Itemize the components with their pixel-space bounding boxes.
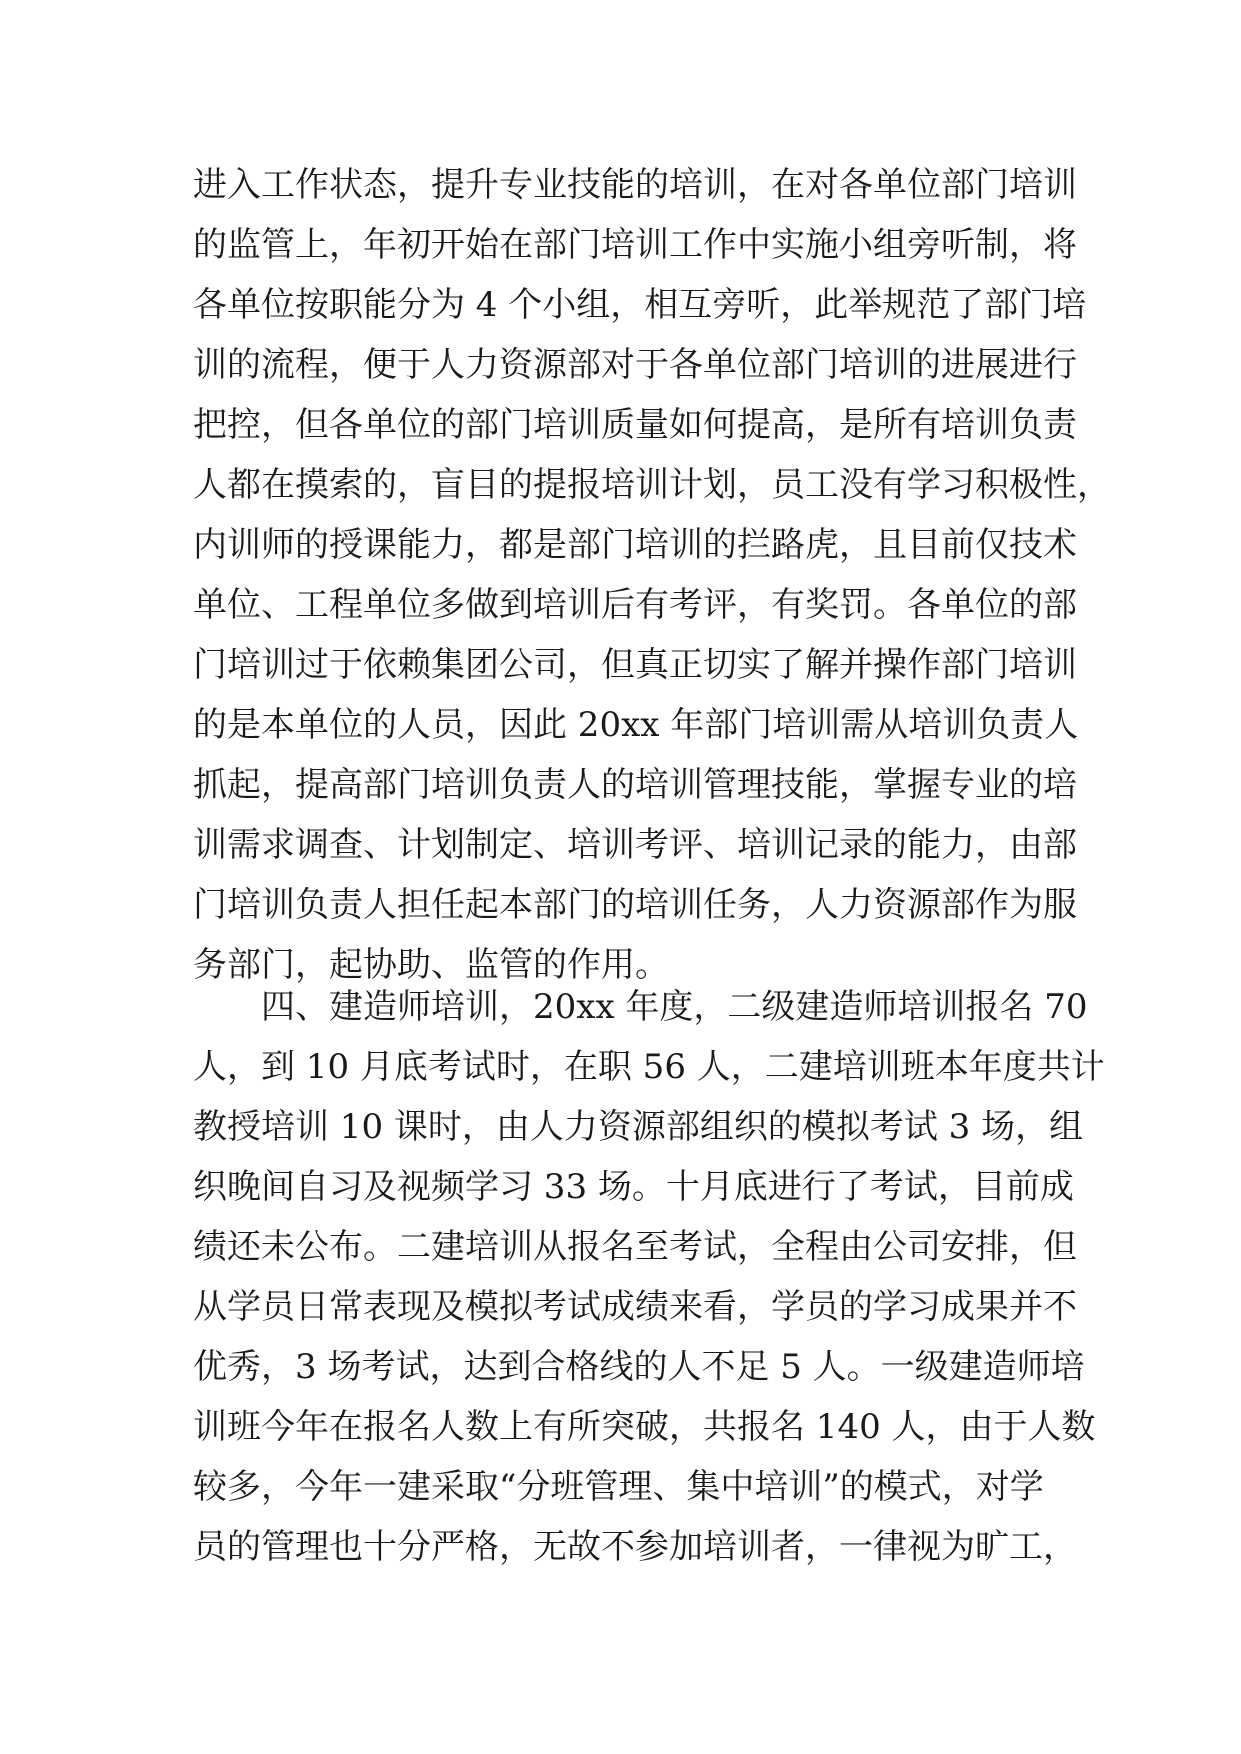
text-line: 人都在摸索的，盲目的提报培训计划，员工没有学习积极性， bbox=[193, 465, 1111, 505]
text-line: 进入工作状态，提升专业技能的培训，在对各单位部门培训 bbox=[193, 165, 1077, 205]
text-line: 员的管理也十分严格，无故不参加培训者，一律视为旷工， bbox=[193, 1527, 1077, 1567]
text-line: 把控，但各单位的部门培训质量如何提高，是所有培训负责 bbox=[193, 405, 1077, 445]
paragraph-training-supervision bbox=[193, 155, 1111, 995]
text-line: 训班今年在报名人数上有所突破，共报名 140 人，由于人数 bbox=[193, 1407, 1096, 1447]
paragraph-constructor-training bbox=[193, 977, 1105, 1577]
text-line: 织晚间自习及视频学习 33 场。十月底进行了考试，目前成 bbox=[193, 1167, 1074, 1207]
text-line: 教授培训 10 课时，由人力资源部组织的模拟考试 3 场，组 bbox=[193, 1107, 1084, 1147]
text-line: 较多，今年一建采取“分班管理、集中培训”的模式，对学 bbox=[193, 1467, 1044, 1507]
text-line: 的监管上，年初开始在部门培训工作中实施小组旁听制，将 bbox=[193, 225, 1077, 265]
text-line: 人，到 10 月底考试时，在职 56 人，二建培训班本年度共计 bbox=[193, 1047, 1105, 1087]
text-line: 的是本单位的人员，因此 20xx 年部门培训需从培训负责人 bbox=[193, 705, 1079, 745]
text-line: 四、建造师培训，20xx 年度，二级建造师培训报名 70 bbox=[193, 987, 1088, 1027]
text-line: 内训师的授课能力，都是部门培训的拦路虎，且目前仅技术 bbox=[193, 525, 1077, 565]
text-line: 训需求调查、计划制定、培训考评、培训记录的能力，由部 bbox=[193, 825, 1077, 865]
text-line: 抓起，提高部门培训负责人的培训管理技能，掌握专业的培 bbox=[193, 765, 1077, 805]
text-line: 务部门，起协助、监管的作用。 bbox=[193, 945, 669, 985]
text-line: 训的流程，便于人力资源部对于各单位部门培训的进展进行 bbox=[193, 345, 1077, 385]
text-line: 从学员日常表现及模拟考试成绩来看，学员的学习成果并不 bbox=[193, 1287, 1077, 1327]
text-line: 绩还未公布。二建培训从报名至考试，全程由公司安排，但 bbox=[193, 1227, 1077, 1267]
text-line: 单位、工程单位多做到培训后有考评，有奖罚。各单位的部 bbox=[193, 585, 1077, 625]
text-line: 各单位按职能分为 4 个小组，相互旁听，此举规范了部门培 bbox=[193, 285, 1087, 325]
text-line: 门培训负责人担任起本部门的培训任务，人力资源部作为服 bbox=[193, 885, 1077, 925]
text-line: 优秀，3 场考试，达到合格线的人不足 5 人。一级建造师培 bbox=[193, 1347, 1085, 1387]
text-line: 门培训过于依赖集团公司，但真正切实了解并操作部门培训 bbox=[193, 645, 1077, 685]
